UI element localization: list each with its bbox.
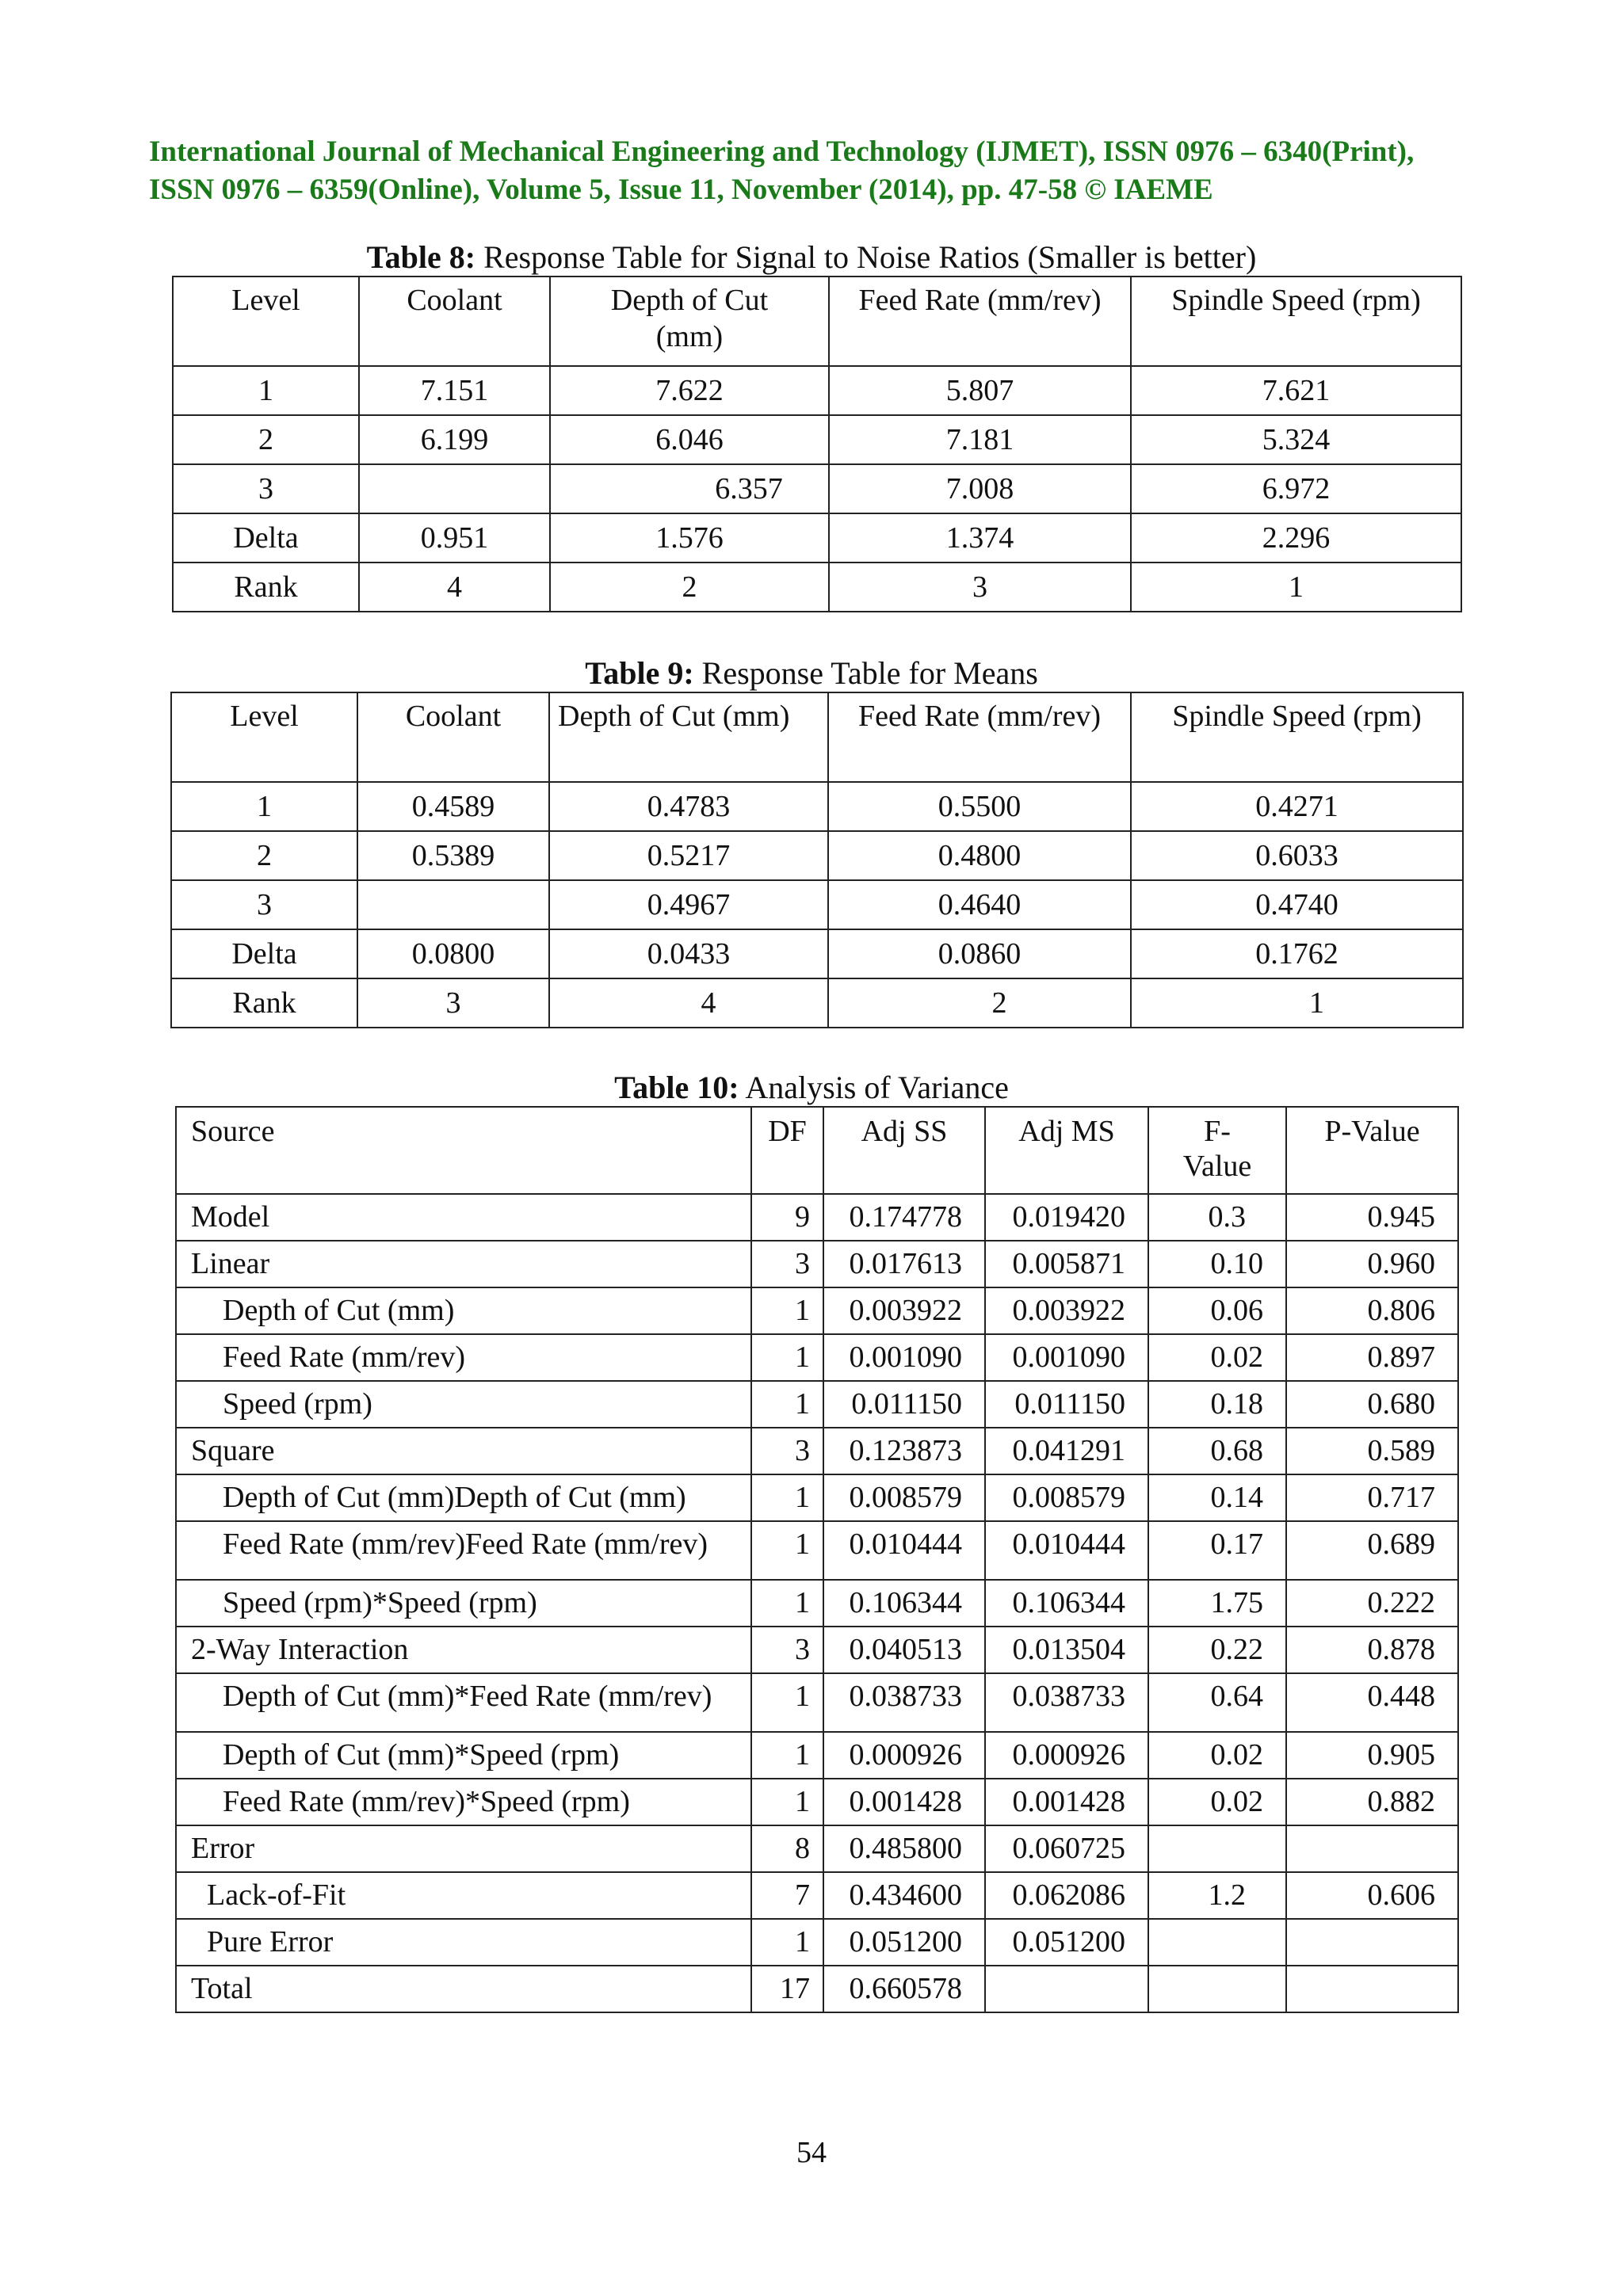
table-cell: 0.008579 — [823, 1474, 985, 1521]
table-cell: Pure Error — [176, 1919, 751, 1966]
table-8-header-depth: Depth of Cut (mm) — [550, 277, 829, 366]
table-cell: 0.001428 — [823, 1779, 985, 1825]
table-cell: Feed Rate (mm/rev)Feed Rate (mm/rev) — [176, 1521, 751, 1580]
table-cell: 0.003922 — [823, 1287, 985, 1334]
table-cell: 2 — [828, 978, 1131, 1028]
table-10-header-row — [176, 1107, 1458, 1194]
table-10-header-df: DF — [751, 1107, 823, 1194]
table-cell: 1 — [171, 782, 357, 831]
table-cell: 7.621 — [1131, 366, 1461, 415]
table-9-header-level: Level — [171, 692, 357, 782]
table-8-label: Table 8: — [366, 239, 476, 275]
table-cell: 0.1762 — [1131, 929, 1463, 978]
table-cell: 0.010444 — [823, 1521, 985, 1580]
table-row — [176, 1381, 1458, 1428]
table-row — [173, 563, 1461, 612]
table-row — [171, 978, 1463, 1028]
table-cell: 0.606 — [1286, 1872, 1458, 1919]
table-cell: 0.017613 — [823, 1241, 985, 1287]
table-10-header-adj-ss: Adj SS — [823, 1107, 985, 1194]
header-line-2: ISSN 0976 – 6359(Online), Volume 5, Issue 11, November (2014), pp. 47-58 © IAEME — [149, 174, 1213, 206]
table-cell: 1 — [751, 1779, 823, 1825]
table-cell: 0.106344 — [985, 1580, 1148, 1627]
table-cell: 0.019420 — [985, 1194, 1148, 1241]
table-cell: 0.5389 — [357, 831, 549, 880]
table-row — [176, 1627, 1458, 1673]
table-9-header-coolant: Coolant — [357, 692, 549, 782]
table-cell — [1148, 1825, 1286, 1872]
table-cell: 8 — [751, 1825, 823, 1872]
table-9-label: Table 9: — [585, 655, 694, 691]
table-cell: Feed Rate (mm/rev) — [176, 1334, 751, 1381]
table-cell: 0.003922 — [985, 1287, 1148, 1334]
table-row — [171, 782, 1463, 831]
table-cell — [1286, 1919, 1458, 1966]
table-cell: 0.038733 — [985, 1673, 1148, 1732]
table-cell: 0.051200 — [823, 1919, 985, 1966]
table-cell: 0.882 — [1286, 1779, 1458, 1825]
table-cell: Model — [176, 1194, 751, 1241]
table-10-title: Analysis of Variance — [745, 1070, 1009, 1105]
table-8-header-row — [173, 277, 1461, 366]
table-cell: 17 — [751, 1966, 823, 2012]
table-cell: 0.02 — [1148, 1732, 1286, 1779]
table-cell: 0.040513 — [823, 1627, 985, 1673]
header-line-1: International Journal of Mechanical Engineering and Technology (IJMET), ISSN 0976 – 6340(Print), — [149, 135, 1415, 168]
table-cell: 4 — [549, 978, 828, 1028]
table-cell: 1 — [751, 1334, 823, 1381]
table-cell: 1 — [751, 1381, 823, 1428]
table-cell: 0.717 — [1286, 1474, 1458, 1521]
table-cell: 0.001090 — [823, 1334, 985, 1381]
table-cell: 0.013504 — [985, 1627, 1148, 1673]
table-cell: 0.10 — [1148, 1241, 1286, 1287]
table-cell: 9 — [751, 1194, 823, 1241]
table-row — [176, 1779, 1458, 1825]
table-cell: 0.062086 — [985, 1872, 1148, 1919]
table-cell: 1.2 — [1148, 1872, 1286, 1919]
table-cell: 1.75 — [1148, 1580, 1286, 1627]
table-cell: 0.448 — [1286, 1673, 1458, 1732]
table-cell: 1 — [751, 1521, 823, 1580]
table-cell: 3 — [751, 1627, 823, 1673]
table-cell — [357, 880, 549, 929]
table-cell: 0.14 — [1148, 1474, 1286, 1521]
table-cell: Error — [176, 1825, 751, 1872]
table-cell: 3 — [751, 1428, 823, 1474]
table-cell: 0.5217 — [549, 831, 828, 880]
table-cell: Speed (rpm) — [176, 1381, 751, 1428]
table-cell: 1 — [751, 1732, 823, 1779]
table-10-header-f-value: F-Value — [1148, 1107, 1286, 1194]
table-cell: Rank — [171, 978, 357, 1028]
table-8-header-feed: Feed Rate (mm/rev) — [829, 277, 1131, 366]
table-cell: 0.060725 — [985, 1825, 1148, 1872]
table-cell: 0.17 — [1148, 1521, 1286, 1580]
table-cell: 0.3 — [1148, 1194, 1286, 1241]
table-cell: 0.051200 — [985, 1919, 1148, 1966]
table-cell: 0.001090 — [985, 1334, 1148, 1381]
table-cell: 6.357 — [550, 464, 829, 513]
table-cell: 2 — [173, 415, 359, 464]
table-row — [171, 831, 1463, 880]
table-cell: 0.18 — [1148, 1381, 1286, 1428]
table-row — [176, 1825, 1458, 1872]
table-cell: 0.106344 — [823, 1580, 985, 1627]
table-9-header-speed: Spindle Speed (rpm) — [1131, 692, 1463, 782]
table-cell — [1148, 1966, 1286, 2012]
table-row — [173, 366, 1461, 415]
table-cell: 0.680 — [1286, 1381, 1458, 1428]
table-row — [171, 880, 1463, 929]
table-9-header-depth: Depth of Cut (mm) — [549, 692, 828, 782]
table-cell: 0.005871 — [985, 1241, 1148, 1287]
table-row — [176, 1673, 1458, 1732]
table-10-label: Table 10: — [614, 1070, 739, 1105]
table-8-title: Response Table for Signal to Noise Ratios (Smaller is better) — [483, 239, 1257, 275]
table-cell: 3 — [751, 1241, 823, 1287]
table-cell: 1 — [751, 1580, 823, 1627]
table-cell: 1.374 — [829, 513, 1131, 563]
table-cell: 7.008 — [829, 464, 1131, 513]
table-cell: 0.485800 — [823, 1825, 985, 1872]
table-cell: 5.324 — [1131, 415, 1461, 464]
table-cell: Depth of Cut (mm) — [176, 1287, 751, 1334]
table-10-header-p-value: P-Value — [1286, 1107, 1458, 1194]
table-cell — [1286, 1825, 1458, 1872]
table-cell: 0.5500 — [828, 782, 1131, 831]
table-cell: 0.4740 — [1131, 880, 1463, 929]
table-cell: 3 — [173, 464, 359, 513]
table-cell: 0.011150 — [985, 1381, 1148, 1428]
table-cell: 0.0433 — [549, 929, 828, 978]
table-8-header-speed: Spindle Speed (rpm) — [1131, 277, 1461, 366]
table-cell: 0.4783 — [549, 782, 828, 831]
table-cell: 0.174778 — [823, 1194, 985, 1241]
table-cell: 2 — [171, 831, 357, 880]
table-cell: 1 — [751, 1287, 823, 1334]
table-cell: 0.02 — [1148, 1334, 1286, 1381]
table-cell: Delta — [171, 929, 357, 978]
table-cell: 0.000926 — [985, 1732, 1148, 1779]
table-cell: 3 — [357, 978, 549, 1028]
table-row — [176, 1474, 1458, 1521]
table-cell: 0.008579 — [985, 1474, 1148, 1521]
table-cell: 4 — [359, 563, 550, 612]
table-cell: Depth of Cut (mm)*Feed Rate (mm/rev) — [176, 1673, 751, 1732]
table-cell: Lack-of-Fit — [176, 1872, 751, 1919]
table-cell: 0.878 — [1286, 1627, 1458, 1673]
table-row — [176, 1287, 1458, 1334]
table-row — [176, 1732, 1458, 1779]
table-cell: 0.660578 — [823, 1966, 985, 2012]
table-cell: 0.123873 — [823, 1428, 985, 1474]
table-9 — [170, 692, 1464, 1028]
page-number: 54 — [796, 2136, 827, 2169]
table-row — [176, 1872, 1458, 1919]
table-9-header-row — [171, 692, 1463, 782]
table-cell: 3 — [171, 880, 357, 929]
table-cell: 0.0800 — [357, 929, 549, 978]
table-cell: 6.972 — [1131, 464, 1461, 513]
table-cell: 2-Way Interaction — [176, 1627, 751, 1673]
table-cell: 0.960 — [1286, 1241, 1458, 1287]
table-cell: 0.6033 — [1131, 831, 1463, 880]
table-cell: 0.68 — [1148, 1428, 1286, 1474]
table-row — [171, 929, 1463, 978]
table-cell: 0.951 — [359, 513, 550, 563]
table-cell: 7.181 — [829, 415, 1131, 464]
table-8-header-coolant: Coolant — [359, 277, 550, 366]
table-cell: 0.038733 — [823, 1673, 985, 1732]
table-8-header-level: Level — [173, 277, 359, 366]
table-cell: 3 — [829, 563, 1131, 612]
table-8-caption — [0, 239, 1623, 276]
table-row — [176, 1580, 1458, 1627]
table-9-caption — [0, 655, 1623, 692]
table-cell: 0.4589 — [357, 782, 549, 831]
table-cell: 6.046 — [550, 415, 829, 464]
table-cell: 0.000926 — [823, 1732, 985, 1779]
table-cell: 0.4271 — [1131, 782, 1463, 831]
table-cell: 0.806 — [1286, 1287, 1458, 1334]
table-cell: Feed Rate (mm/rev)*Speed (rpm) — [176, 1779, 751, 1825]
table-cell: 0.001428 — [985, 1779, 1148, 1825]
table-cell: 0.4967 — [549, 880, 828, 929]
table-cell — [359, 464, 550, 513]
table-cell: 0.897 — [1286, 1334, 1458, 1381]
table-cell: 7 — [751, 1872, 823, 1919]
table-cell: 1 — [1131, 978, 1463, 1028]
table-cell: Linear — [176, 1241, 751, 1287]
table-cell: 7.622 — [550, 366, 829, 415]
table-cell: 1.576 — [550, 513, 829, 563]
table-cell: 0.4800 — [828, 831, 1131, 880]
table-cell: Delta — [173, 513, 359, 563]
table-cell: Speed (rpm)*Speed (rpm) — [176, 1580, 751, 1627]
table-cell: 0.945 — [1286, 1194, 1458, 1241]
table-cell: 2.296 — [1131, 513, 1461, 563]
table-cell: 1 — [751, 1474, 823, 1521]
table-10-header-source: Source — [176, 1107, 751, 1194]
table-row — [173, 464, 1461, 513]
table-cell — [985, 1966, 1148, 2012]
table-row — [173, 415, 1461, 464]
table-row — [176, 1334, 1458, 1381]
table-cell: 0.689 — [1286, 1521, 1458, 1580]
table-cell: 0.222 — [1286, 1580, 1458, 1627]
table-cell — [1286, 1966, 1458, 2012]
table-cell: 5.807 — [829, 366, 1131, 415]
table-cell: 0.041291 — [985, 1428, 1148, 1474]
table-cell: Depth of Cut (mm)*Speed (rpm) — [176, 1732, 751, 1779]
table-row — [176, 1428, 1458, 1474]
table-cell: 0.905 — [1286, 1732, 1458, 1779]
table-row — [176, 1241, 1458, 1287]
table-9-header-feed: Feed Rate (mm/rev) — [828, 692, 1131, 782]
table-cell: 0.010444 — [985, 1521, 1148, 1580]
table-cell: 1 — [751, 1673, 823, 1732]
table-cell: 1 — [173, 366, 359, 415]
table-cell: 0.0860 — [828, 929, 1131, 978]
table-10-header-adj-ms: Adj MS — [985, 1107, 1148, 1194]
table-cell: 0.589 — [1286, 1428, 1458, 1474]
table-cell: 0.434600 — [823, 1872, 985, 1919]
table-cell: Square — [176, 1428, 751, 1474]
table-row — [173, 513, 1461, 563]
table-cell: 1 — [751, 1919, 823, 1966]
table-10-caption — [0, 1070, 1623, 1106]
table-row — [176, 1966, 1458, 2012]
table-cell: Depth of Cut (mm)Depth of Cut (mm) — [176, 1474, 751, 1521]
table-cell: Rank — [173, 563, 359, 612]
table-10 — [175, 1106, 1459, 2013]
table-cell: 7.151 — [359, 366, 550, 415]
table-cell: 0.06 — [1148, 1287, 1286, 1334]
table-cell: 2 — [550, 563, 829, 612]
table-cell: 1 — [1131, 563, 1461, 612]
table-9-title: Response Table for Means — [701, 655, 1038, 691]
table-cell: 0.02 — [1148, 1779, 1286, 1825]
table-cell: 0.22 — [1148, 1627, 1286, 1673]
table-cell — [1148, 1919, 1286, 1966]
table-cell: 0.4640 — [828, 880, 1131, 929]
table-row — [176, 1521, 1458, 1580]
table-8 — [172, 276, 1462, 612]
table-cell: 6.199 — [359, 415, 550, 464]
table-cell: 0.011150 — [823, 1381, 985, 1428]
table-row — [176, 1919, 1458, 1966]
table-cell: 0.64 — [1148, 1673, 1286, 1732]
table-cell: Total — [176, 1966, 751, 2012]
table-row — [176, 1194, 1458, 1241]
journal-header — [149, 133, 1496, 209]
